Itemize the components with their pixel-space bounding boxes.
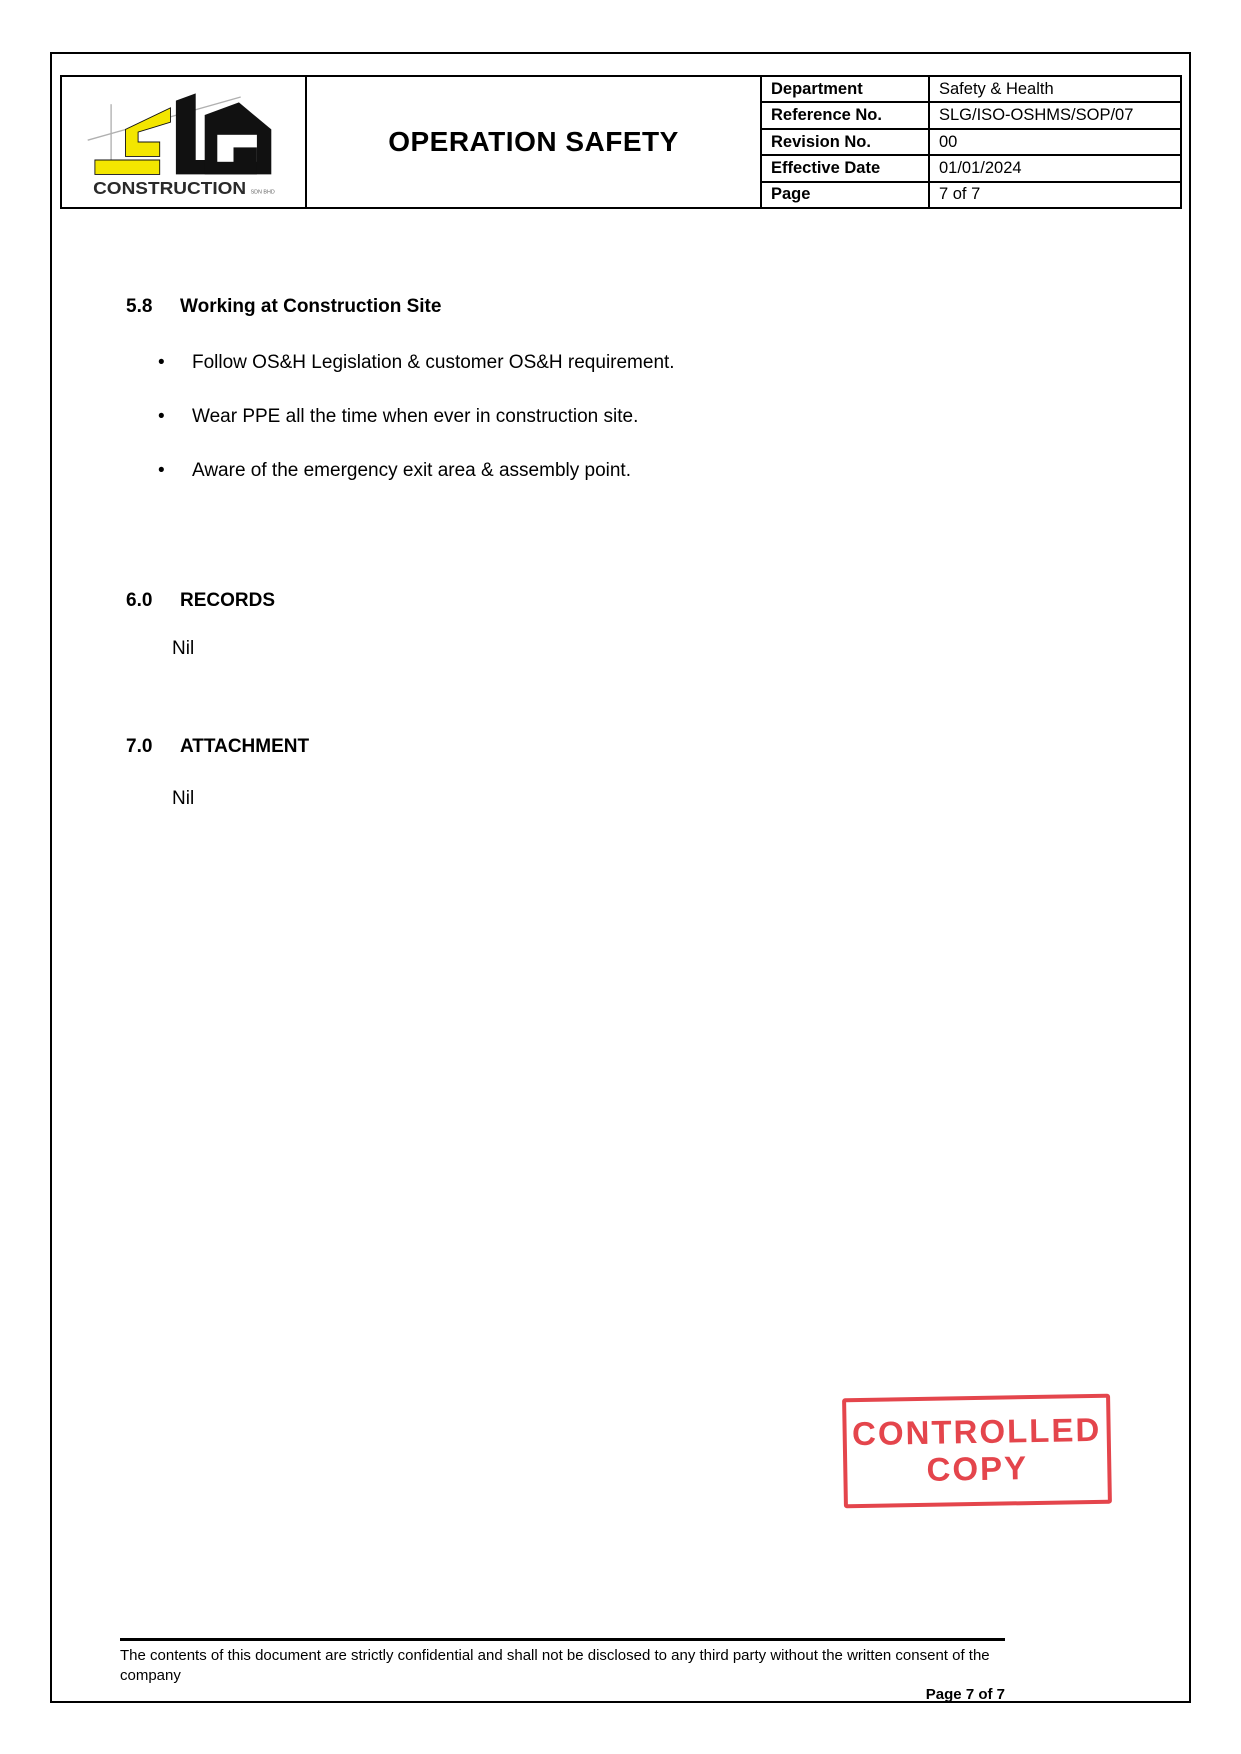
title-cell — [307, 77, 762, 207]
bullet-item — [158, 352, 675, 373]
info-label: Revision No. — [762, 130, 930, 154]
confidentiality-line1: The contents of this document are strictly confidential and shall not be disclosed to any third party without the written consent of the — [120, 1647, 990, 1664]
info-value: 7 of 7 — [939, 185, 981, 204]
controlled-copy-stamp — [842, 1394, 1112, 1509]
logo-cell — [62, 77, 307, 207]
info-value: 00 — [939, 132, 958, 151]
info-row-effective-date — [762, 156, 1180, 182]
attachment-content: Nil — [172, 788, 195, 809]
section-number: 6.0 — [126, 590, 153, 611]
info-row-department — [762, 77, 1180, 103]
section-heading-working — [126, 296, 441, 318]
logo-suffix: SDN BHD — [250, 189, 275, 196]
section-heading-records — [126, 590, 275, 612]
bullet-icon: • — [158, 352, 165, 373]
bullet-icon: • — [158, 406, 165, 427]
logo-wordmark: CONSTRUCTION — [92, 179, 246, 199]
confidentiality-notice — [120, 1646, 1005, 1686]
info-value: SLG/ISO-OSHMS/SOP/07 — [939, 106, 1134, 125]
records-content: Nil — [172, 638, 195, 659]
info-label: Effective Date — [762, 156, 930, 180]
header-table — [60, 75, 1182, 209]
footer-divider — [120, 1638, 1005, 1641]
section-title: Working at Construction Site — [180, 296, 442, 317]
document-title: OPERATION SAFETY — [388, 126, 679, 157]
slg-construction-logo-icon — [78, 79, 290, 205]
section-title: ATTACHMENT — [180, 736, 310, 757]
info-label: Department — [762, 77, 930, 101]
info-label: Reference No. — [762, 103, 930, 127]
section-title: RECORDS — [180, 590, 276, 611]
stamp-line1: CONTROLLED — [851, 1410, 1102, 1453]
info-value: 01/01/2024 — [939, 158, 1022, 177]
footer-page-number: Page 7 of 7 — [925, 1686, 1005, 1703]
info-value: Safety & Health — [939, 79, 1054, 98]
info-row-page — [762, 183, 1180, 207]
section-number: 5.8 — [126, 296, 153, 317]
confidentiality-line2: company — [120, 1667, 181, 1684]
header-info-table — [762, 77, 1180, 207]
bullet-icon: • — [158, 460, 165, 481]
section-number: 7.0 — [126, 736, 153, 757]
bullet-item — [158, 406, 675, 427]
working-bullet-list — [158, 352, 675, 514]
info-row-revision — [762, 130, 1180, 156]
section-heading-attachment — [126, 736, 309, 758]
bullet-text: Follow OS&H Legislation & customer OS&H requirement. — [192, 352, 675, 373]
stamp-line2: COPY — [926, 1449, 1029, 1488]
bullet-text: Wear PPE all the time when ever in construction site. — [192, 406, 639, 427]
info-label: Page — [762, 183, 930, 207]
info-row-reference — [762, 103, 1180, 129]
bullet-item — [158, 460, 675, 481]
bullet-text: Aware of the emergency exit area & assembly point. — [192, 460, 631, 481]
